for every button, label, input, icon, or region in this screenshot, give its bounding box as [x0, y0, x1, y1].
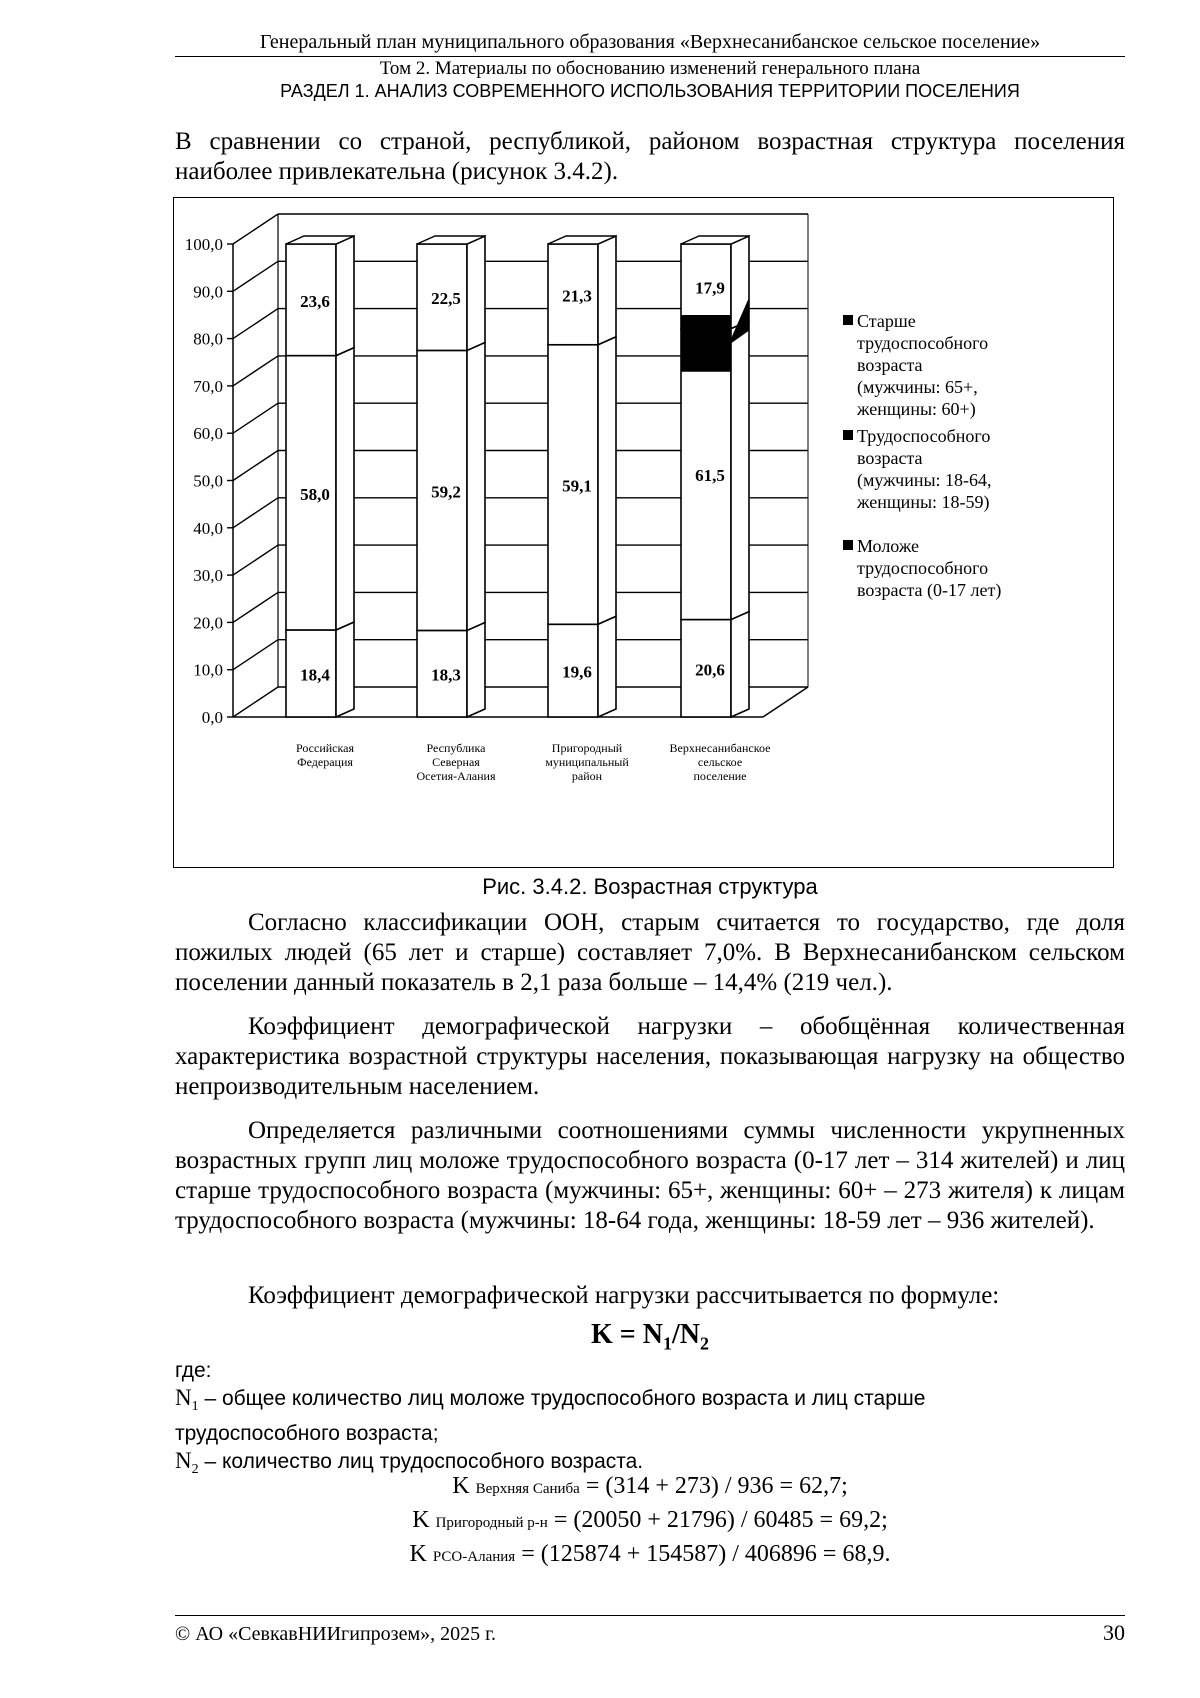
x-category-label: Республика — [426, 741, 486, 755]
age-structure-chart — [173, 197, 1114, 868]
paragraph-un-classification: Согласно классификации ООН, старым считается то государство, где доля пожилых людей (65 лет и старше) составляет 7,0%. В Верхнесанибанском сельском поселении данный показатель в 2,1 раза больше – 14,4% (219 чел.). — [175, 909, 1125, 996]
legend-label: трудоспособного — [857, 558, 989, 578]
y-tick-label: 50,0 — [193, 471, 223, 491]
n1-definition-cont: трудоспособного возраста; — [175, 1422, 439, 1446]
legend-label: возраста (0-17 лет) — [857, 580, 1002, 600]
bar-value-label: 18,4 — [300, 665, 330, 685]
bar-value-label: 18,3 — [431, 665, 461, 685]
header-title: Генеральный план муниципального образования «Верхнесанибанское сельское поселение» — [259, 31, 1041, 53]
bar-value-label: 22,5 — [431, 289, 461, 309]
x-category-label: Российская — [296, 741, 354, 755]
x-category-label: Верхнесанибанское — [669, 741, 771, 755]
bar-segment-side — [731, 321, 749, 620]
bar-value-label: 19,6 — [562, 662, 592, 682]
render-artifact-block — [681, 315, 731, 372]
header-rule — [175, 56, 1125, 57]
y-tick-label: 100,0 — [184, 235, 223, 254]
y-tick-label: 20,0 — [193, 613, 223, 633]
legend-swatch — [843, 540, 853, 550]
bar-value-label: 59,1 — [562, 476, 592, 496]
formula-legend — [175, 1357, 1125, 1483]
y-tick-label: 60,0 — [193, 424, 223, 444]
x-category-label: район — [571, 769, 603, 783]
bar-value-label: 58,0 — [300, 484, 330, 504]
bar-segment-side — [467, 236, 485, 350]
figure-caption: Рис. 3.4.2. Возрастная структура — [482, 874, 818, 899]
paragraph-formula-intro: Коэффициент демографической нагрузки рассчитывается по формуле: — [248, 1282, 1000, 1309]
legend-label: Моложе — [857, 536, 920, 556]
legend-label: возраста — [857, 355, 923, 375]
bar-segment-side — [731, 612, 749, 717]
n2-definition: $N_2$ – количество лиц трудоспособного возраста. — [175, 1448, 644, 1478]
bar-segment-side — [598, 236, 616, 345]
bar-value-label: 61,5 — [695, 466, 725, 486]
y-tick-label: 0,0 — [201, 708, 223, 727]
header-volume: Том 2. Материалы по обоснованию изменений генерального плана — [379, 58, 921, 79]
x-category-label: Осетия-Алания — [416, 769, 496, 783]
bar-segment-side — [336, 348, 354, 630]
bar-segment-side — [598, 616, 616, 717]
page-number: 30 — [1103, 1620, 1125, 1645]
where-label: где: — [175, 1359, 212, 1382]
x-category-label: Пригородный — [551, 741, 623, 755]
legend-label: женщины: 18-59) — [857, 492, 990, 512]
x-category-label: муниципальный — [545, 755, 629, 769]
legend-swatch — [843, 430, 853, 440]
legend-label: (мужчины: 18-64, — [857, 470, 992, 490]
floor-edge — [763, 687, 808, 717]
calc-prigorodny: K Пригородный р-н = (20050 + 21796) / 60485 = 69,2; — [412, 1507, 888, 1533]
dependency-formula: $K = N_1/N_2$ — [591, 1319, 709, 1354]
paragraph-dependency-definition: Коэффициент демографической нагрузки – обобщённая количественная характеристика возрастной структуры населения, показывающая нагрузку на общество непроизводительным населением. — [175, 1013, 1125, 1100]
bar-segment-side — [467, 342, 485, 630]
intro-paragraph: В сравнении со страной, республикой, районом возрастная структура поселения наиболее привлекательна (рисунок 3.4.2). — [175, 128, 1125, 185]
y-tick-label: 30,0 — [193, 566, 223, 586]
calc-verkhnyaya-saniba: K Верхняя Саниба = (314 + 273) / 936 = 62,7; — [452, 1473, 848, 1499]
header-section: РАЗДЕЛ 1. АНАЛИЗ СОВРЕМЕННОГО ИСПОЛЬЗОВАНИЯ ТЕРРИТОРИИ ПОСЕЛЕНИЯ — [280, 81, 1020, 101]
legend-label: (мужчины: 65+, — [857, 377, 978, 397]
bar-value-label: 17,9 — [695, 278, 725, 298]
grid-diagonal — [233, 687, 278, 717]
x-category-label: сельское — [697, 755, 743, 769]
grid-diagonal — [233, 261, 278, 291]
footer-rule — [175, 1615, 1125, 1616]
legend-label: Трудоспособного — [857, 426, 991, 446]
calc-rso-alania: K РСО-Алания = (125874 + 154587) / 406896 = 68,9. — [409, 1541, 891, 1567]
bar-value-label: 20,6 — [695, 660, 725, 680]
x-category-label: Федерация — [297, 755, 353, 769]
bar-value-label: 23,6 — [300, 291, 330, 311]
legend-swatch — [843, 315, 853, 325]
legend-label: возраста — [857, 448, 923, 468]
grid-diagonal — [233, 214, 278, 244]
footer-copyright: © АО «СевкавНИИгипрозем», 2025 г. — [175, 1623, 497, 1645]
bar-value-label: 59,2 — [431, 482, 461, 502]
bar-segment-side — [598, 337, 616, 625]
grid-diagonal — [233, 356, 278, 386]
n1-definition: $N_1$ – общее количество лиц моложе трудоспособного возраста и лиц старше — [175, 1385, 926, 1415]
x-category-label: поселение — [693, 769, 747, 783]
y-tick-label: 10,0 — [193, 660, 223, 680]
bar-segment-side — [336, 236, 354, 356]
grid-diagonal — [233, 592, 278, 622]
grid-diagonal — [233, 451, 278, 481]
y-tick-label: 40,0 — [193, 518, 223, 538]
grid-diagonal — [233, 545, 278, 575]
y-tick-label: 70,0 — [193, 376, 223, 396]
paragraph-dependency-method: Определяется различными соотношениями суммы численности укрупненных возрастных групп лиц моложе трудоспособного возраста (0-17 лет – 314 жителей) и лиц старше трудоспособного возраста (мужчины: 65+, женщины: 60+ – 273 жителя) к лицам трудоспособного возраста (мужчины: 18-64 года, женщины: 18-59 лет – 936 жителей). — [175, 1117, 1125, 1234]
bar-value-label: 21,3 — [562, 286, 592, 306]
bar-segment-side — [467, 622, 485, 717]
grid-diagonal — [233, 403, 278, 433]
x-category-label: Северная — [432, 755, 480, 769]
y-tick-label: 80,0 — [193, 329, 223, 349]
grid-diagonal — [233, 640, 278, 670]
legend-label: трудоспособного — [857, 333, 989, 353]
legend-label: Старше — [857, 311, 916, 331]
y-tick-label: 90,0 — [193, 282, 223, 302]
grid-diagonal — [233, 309, 278, 339]
legend-label: женщины: 60+) — [857, 399, 976, 419]
grid-diagonal — [233, 498, 278, 528]
bar-segment-side — [336, 622, 354, 717]
